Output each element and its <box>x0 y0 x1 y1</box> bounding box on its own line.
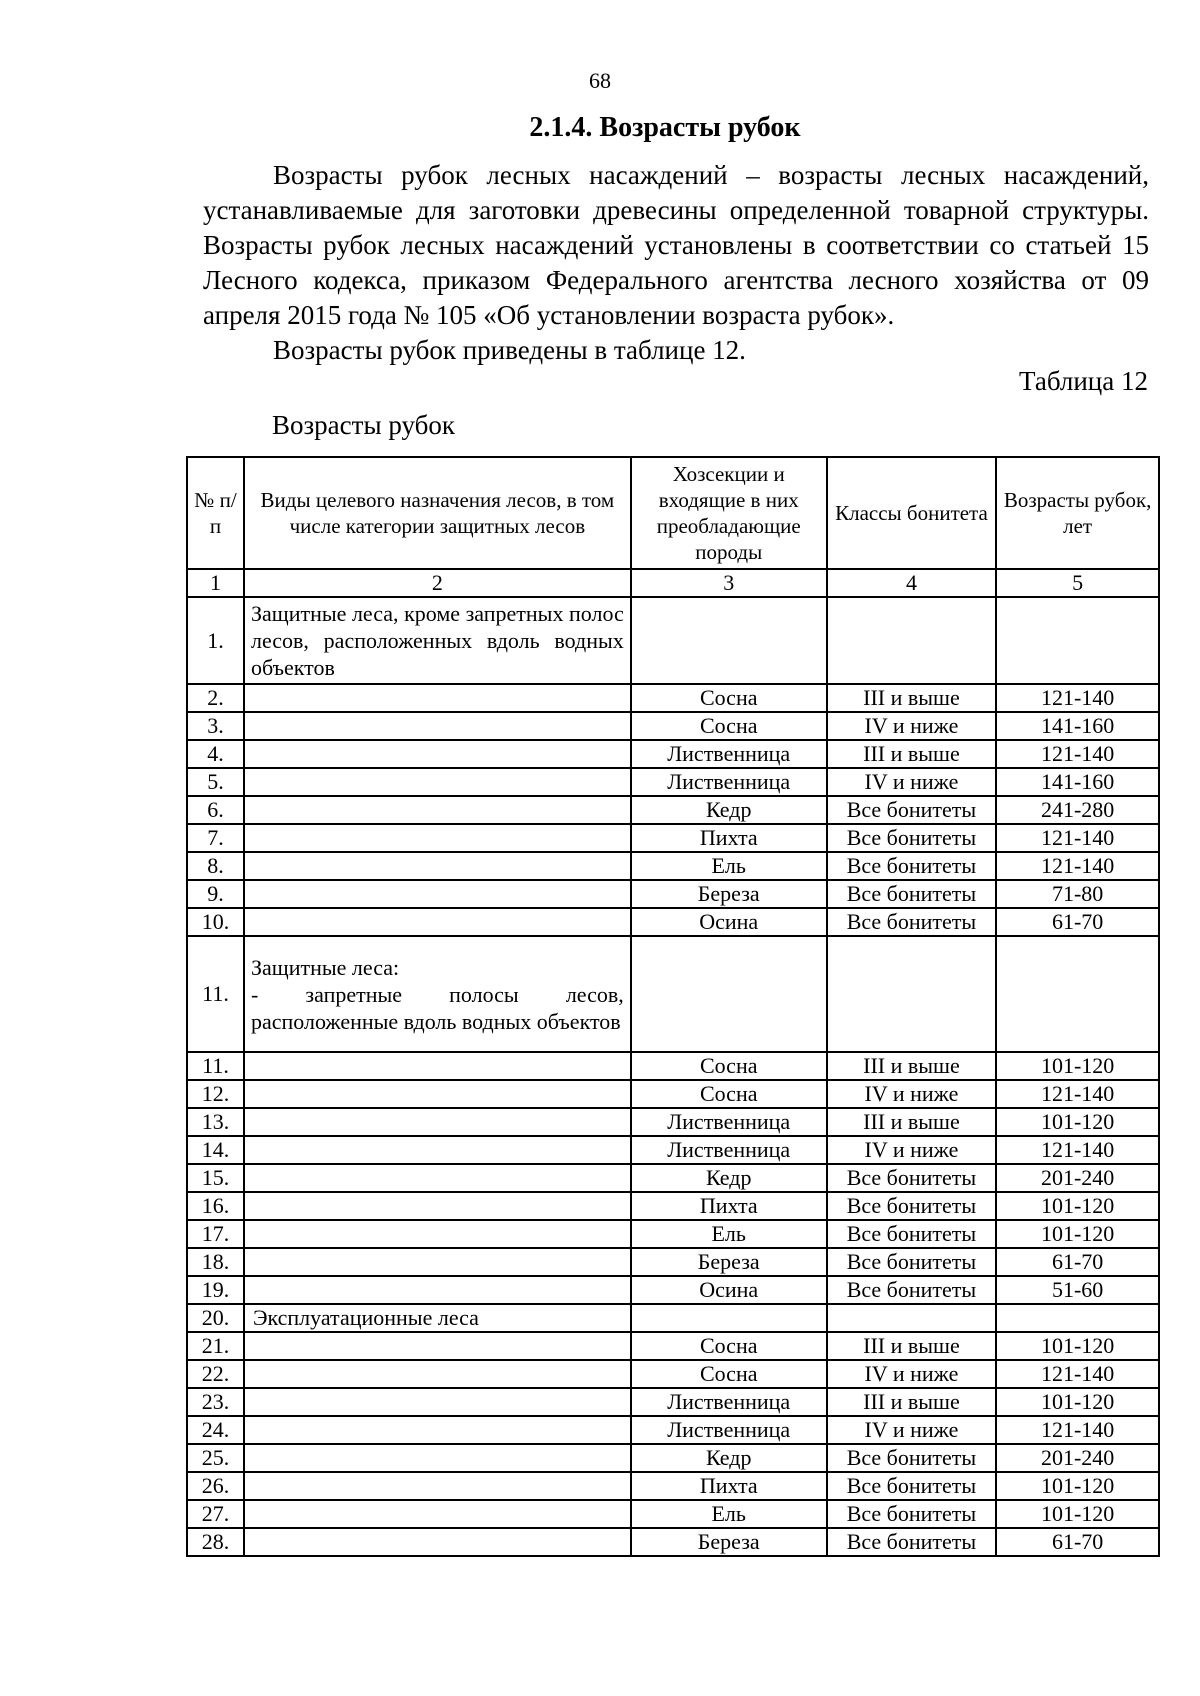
row-species: Береза <box>631 1528 827 1556</box>
row-class: Все бонитеты <box>827 1164 997 1192</box>
row-age: 101-120 <box>996 1332 1159 1360</box>
row-number: 8. <box>187 852 244 880</box>
row-species <box>631 1304 827 1332</box>
table-row <box>187 824 1159 852</box>
row-age: 141-160 <box>996 768 1159 796</box>
row-number: 27. <box>187 1500 244 1528</box>
row-category <box>244 1332 631 1360</box>
row-age: 201-240 <box>996 1444 1159 1472</box>
row-category <box>244 796 631 824</box>
table-row <box>187 1500 1159 1528</box>
row-age: 121-140 <box>996 740 1159 768</box>
table-row <box>187 740 1159 768</box>
row-age <box>996 597 1159 684</box>
row-age: 121-140 <box>996 852 1159 880</box>
section-title: 2.1.4. Возрасты рубок <box>529 112 801 143</box>
row-species: Пихта <box>631 824 827 852</box>
row-age: 121-140 <box>996 1360 1159 1388</box>
table-row <box>187 1220 1159 1248</box>
row-age: 101-120 <box>996 1108 1159 1136</box>
paragraph: Возрасты рубок приведены в таблице 12. <box>273 335 746 365</box>
row-species: Пихта <box>631 1192 827 1220</box>
table-body <box>187 597 1159 1556</box>
table-row <box>187 1304 1159 1332</box>
table-row <box>187 908 1159 936</box>
row-number: 6. <box>187 796 244 824</box>
table-row <box>187 1444 1159 1472</box>
row-class: III и выше <box>827 740 997 768</box>
row-category <box>244 852 631 880</box>
column-number: 1 <box>187 569 244 597</box>
row-species: Лиственница <box>631 740 827 768</box>
row-class: Все бонитеты <box>827 1220 997 1248</box>
row-number: 20. <box>187 1304 244 1332</box>
row-number: 23. <box>187 1388 244 1416</box>
row-category: Защитные леса, кроме запретных полос лесов, расположенных вдоль водных объектов <box>244 597 631 684</box>
row-species: Кедр <box>631 796 827 824</box>
row-species: Пихта <box>631 1472 827 1500</box>
row-species: Сосна <box>631 1360 827 1388</box>
row-age: 201-240 <box>996 1164 1159 1192</box>
row-species <box>631 936 827 1052</box>
row-number: 7. <box>187 824 244 852</box>
table-row <box>187 1360 1159 1388</box>
row-class: Все бонитеты <box>827 1500 997 1528</box>
row-category <box>244 684 631 712</box>
row-class: Все бонитеты <box>827 852 997 880</box>
row-species: Береза <box>631 1248 827 1276</box>
row-species: Береза <box>631 880 827 908</box>
row-class: Все бонитеты <box>827 1528 997 1556</box>
row-age: 61-70 <box>996 908 1159 936</box>
row-category <box>244 1164 631 1192</box>
row-number: 11. <box>187 936 244 1052</box>
row-age: 101-120 <box>996 1388 1159 1416</box>
row-class: Все бонитеты <box>827 1276 997 1304</box>
table-row <box>187 1136 1159 1164</box>
row-species: Лиственница <box>631 1136 827 1164</box>
table-row <box>187 712 1159 740</box>
row-class <box>827 1304 997 1332</box>
table-row <box>187 1472 1159 1500</box>
row-species <box>631 597 827 684</box>
row-number: 19. <box>187 1276 244 1304</box>
row-species: Осина <box>631 908 827 936</box>
row-class: III и выше <box>827 1388 997 1416</box>
column-number: 3 <box>631 569 827 597</box>
header-species: Хозсекции и входящие в них преобладающие породы <box>631 457 827 569</box>
row-category <box>244 1472 631 1500</box>
column-number: 5 <box>996 569 1159 597</box>
row-category <box>244 1528 631 1556</box>
row-age: 121-140 <box>996 1080 1159 1108</box>
row-species: Лиственница <box>631 1108 827 1136</box>
row-category <box>244 1192 631 1220</box>
table-row <box>187 1052 1159 1080</box>
row-class: III и выше <box>827 684 997 712</box>
row-species: Кедр <box>631 1444 827 1472</box>
row-category <box>244 768 631 796</box>
column-number-row <box>187 569 1159 597</box>
row-number: 5. <box>187 768 244 796</box>
row-species: Сосна <box>631 1080 827 1108</box>
row-class: III и выше <box>827 1052 997 1080</box>
row-species: Ель <box>631 1500 827 1528</box>
row-class: IV и ниже <box>827 768 997 796</box>
category-line: Защитные леса: <box>250 954 400 980</box>
row-species: Сосна <box>631 712 827 740</box>
row-number: 25. <box>187 1444 244 1472</box>
table-row <box>187 1080 1159 1108</box>
row-category <box>244 1416 631 1444</box>
row-species: Осина <box>631 1276 827 1304</box>
row-number: 24. <box>187 1416 244 1444</box>
row-class <box>827 597 997 684</box>
table-title: Возрасты рубок <box>272 410 455 440</box>
row-species: Сосна <box>631 684 827 712</box>
row-class: Все бонитеты <box>827 1472 997 1500</box>
row-species: Лиственница <box>631 1388 827 1416</box>
row-category <box>244 1444 631 1472</box>
row-number: 4. <box>187 740 244 768</box>
row-age: 101-120 <box>996 1500 1159 1528</box>
row-age: 241-280 <box>996 796 1159 824</box>
row-category <box>244 1248 631 1276</box>
row-number: 21. <box>187 1332 244 1360</box>
table-row <box>187 936 1159 1052</box>
row-age: 71-80 <box>996 880 1159 908</box>
row-category <box>244 1080 631 1108</box>
row-species: Лиственница <box>631 1416 827 1444</box>
row-age: 141-160 <box>996 712 1159 740</box>
page-number: 68 <box>589 68 611 93</box>
row-class: IV и ниже <box>827 1136 997 1164</box>
row-category: Эксплуатационные леса <box>244 1304 631 1332</box>
row-class: Все бонитеты <box>827 824 997 852</box>
row-number: 9. <box>187 880 244 908</box>
row-category <box>244 1276 631 1304</box>
row-species: Лиственница <box>631 768 827 796</box>
row-age: 101-120 <box>996 1472 1159 1500</box>
row-number: 28. <box>187 1528 244 1556</box>
row-age: 121-140 <box>996 1136 1159 1164</box>
row-class: Все бонитеты <box>827 880 997 908</box>
cutting-age-table <box>186 456 1160 1557</box>
header-number: № п/п <box>187 457 244 569</box>
row-class: Все бонитеты <box>827 1248 997 1276</box>
header-category: Виды целевого назначения лесов, в том числе категории защитных лесов <box>244 457 631 569</box>
row-age: 61-70 <box>996 1248 1159 1276</box>
row-category <box>244 1360 631 1388</box>
row-age: 121-140 <box>996 1416 1159 1444</box>
table-row <box>187 597 1159 684</box>
paragraph: Возрасты рубок лесных насаждений – возрасты лесных насаждений, устанавливаемые для заготовки древесины определенной товарной структуры. Возрасты рубок лесных насаждений установлены в соответствии со статьей 15 Лесного кодекса, приказом Федерального агентства лесного хозяйства от 09 апреля 2015 года № 105 «Об установлении возраста рубок». <box>203 160 1149 330</box>
row-number: 13. <box>187 1108 244 1136</box>
row-species: Сосна <box>631 1052 827 1080</box>
row-category <box>244 1136 631 1164</box>
row-number: 1. <box>187 597 244 684</box>
row-number: 16. <box>187 1192 244 1220</box>
row-category <box>244 1052 631 1080</box>
row-class: IV и ниже <box>827 712 997 740</box>
header-age: Возрасты рубок, лет <box>996 457 1159 569</box>
table-row <box>187 1528 1159 1556</box>
column-number: 2 <box>244 569 631 597</box>
table-row <box>187 1416 1159 1444</box>
row-age: 61-70 <box>996 1528 1159 1556</box>
table-row <box>187 1332 1159 1360</box>
row-number: 18. <box>187 1248 244 1276</box>
row-category <box>244 936 631 1052</box>
table-row <box>187 684 1159 712</box>
row-category <box>244 908 631 936</box>
table-row <box>187 1164 1159 1192</box>
row-category <box>244 1388 631 1416</box>
row-species: Кедр <box>631 1164 827 1192</box>
table-row <box>187 796 1159 824</box>
row-class: IV и ниже <box>827 1360 997 1388</box>
row-number: 15. <box>187 1164 244 1192</box>
row-category <box>244 824 631 852</box>
row-number: 22. <box>187 1360 244 1388</box>
row-age: 121-140 <box>996 684 1159 712</box>
row-number: 26. <box>187 1472 244 1500</box>
row-category <box>244 740 631 768</box>
header-class: Классы бонитета <box>827 457 997 569</box>
row-age: 101-120 <box>996 1192 1159 1220</box>
row-class: IV и ниже <box>827 1080 997 1108</box>
row-age <box>996 936 1159 1052</box>
row-category <box>244 712 631 740</box>
row-species: Ель <box>631 1220 827 1248</box>
row-category <box>244 1220 631 1248</box>
table-label: Таблица 12 <box>1019 366 1148 396</box>
column-number: 4 <box>827 569 997 597</box>
table-header-row <box>187 457 1159 569</box>
row-species: Ель <box>631 852 827 880</box>
row-number: 10. <box>187 908 244 936</box>
row-class: Все бонитеты <box>827 1444 997 1472</box>
row-category <box>244 880 631 908</box>
table-row <box>187 1388 1159 1416</box>
row-number: 3. <box>187 712 244 740</box>
table-row <box>187 1276 1159 1304</box>
table-row <box>187 1248 1159 1276</box>
row-category <box>244 1108 631 1136</box>
row-species: Сосна <box>631 1332 827 1360</box>
row-age <box>996 1304 1159 1332</box>
category-line: - запретные полосы лесов, расположенные вдоль водных объектов <box>250 981 624 1034</box>
row-class: Все бонитеты <box>827 908 997 936</box>
row-age: 101-120 <box>996 1220 1159 1248</box>
table-row <box>187 768 1159 796</box>
row-number: 11. <box>187 1052 244 1080</box>
row-age: 121-140 <box>996 824 1159 852</box>
row-number: 12. <box>187 1080 244 1108</box>
row-class: Все бонитеты <box>827 1192 997 1220</box>
row-class: III и выше <box>827 1332 997 1360</box>
row-age: 51-60 <box>996 1276 1159 1304</box>
table-row <box>187 852 1159 880</box>
row-age: 101-120 <box>996 1052 1159 1080</box>
row-class <box>827 936 997 1052</box>
row-number: 14. <box>187 1136 244 1164</box>
row-number: 2. <box>187 684 244 712</box>
table-row <box>187 1192 1159 1220</box>
row-class: IV и ниже <box>827 1416 997 1444</box>
table-row <box>187 1108 1159 1136</box>
row-number: 17. <box>187 1220 244 1248</box>
row-class: Все бонитеты <box>827 796 997 824</box>
row-category <box>244 1500 631 1528</box>
body-text <box>203 158 1149 368</box>
table-row <box>187 880 1159 908</box>
row-class: III и выше <box>827 1108 997 1136</box>
